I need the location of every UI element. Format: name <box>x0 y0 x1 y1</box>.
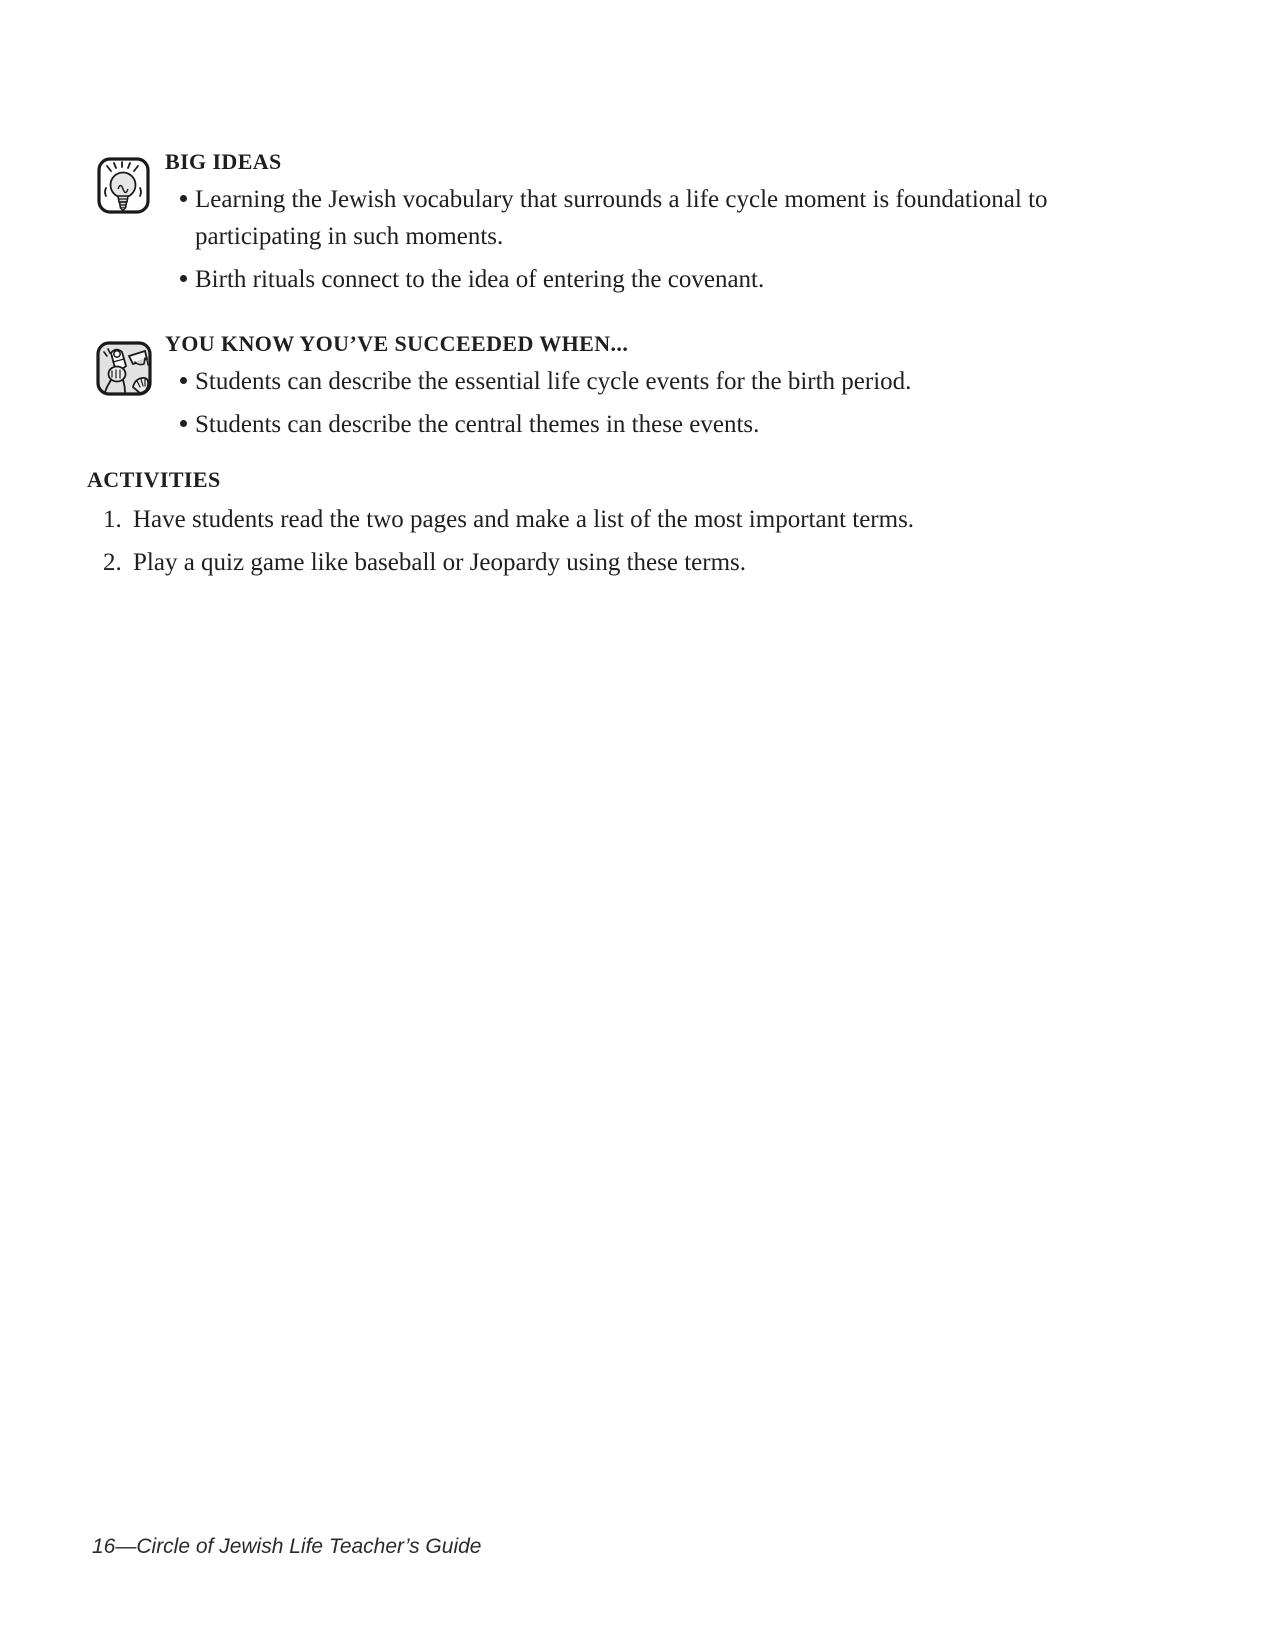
bullet-item <box>165 261 1115 298</box>
activity-item-text: Play a quiz game like baseball or Jeopardy using these terms. <box>133 549 747 576</box>
section-heading-activities: ACTIVITIES <box>87 467 221 492</box>
bullet-dot-icon <box>180 377 187 384</box>
bullet-dot-icon <box>180 420 187 427</box>
bullet-text: Students can describe the essential life cycle events for the birth period. <box>195 368 912 395</box>
bullet-text: Students can describe the central themes in these events. <box>195 411 760 438</box>
activity-item <box>103 544 1083 581</box>
section-heading-succeeded-when: YOU KNOW YOU’VE SUCCEEDED WHEN... <box>165 331 629 356</box>
activity-item-text: Have students read the two pages and make a list of the most important terms. <box>133 506 915 533</box>
activity-item-number: 1. <box>103 506 122 533</box>
lightbulb-icon <box>96 155 151 223</box>
bullet-item <box>165 363 1115 400</box>
section-heading-big-ideas: BIG IDEAS <box>165 149 282 174</box>
activity-item <box>103 501 1083 538</box>
bullet-text: Learning the Jewish vocabulary that surrounds a life cycle moment is foundational to participating in such moments. <box>195 186 1048 250</box>
succeeded-when-bullet-list <box>165 363 1115 443</box>
activity-item-number: 2. <box>103 549 122 576</box>
bullet-dot-icon <box>180 195 187 202</box>
bullet-text: Birth rituals connect to the idea of entering the covenant. <box>195 266 765 293</box>
activities-list <box>103 501 1083 581</box>
bullet-dot-icon <box>180 275 187 282</box>
big-ideas-bullet-list <box>165 181 1115 298</box>
graduation-celebration-icon <box>95 340 153 398</box>
bullet-item <box>165 181 1115 255</box>
page-footer: 16—Circle of Jewish Life Teacher’s Guide <box>92 1535 482 1558</box>
bullet-item <box>165 406 1115 443</box>
